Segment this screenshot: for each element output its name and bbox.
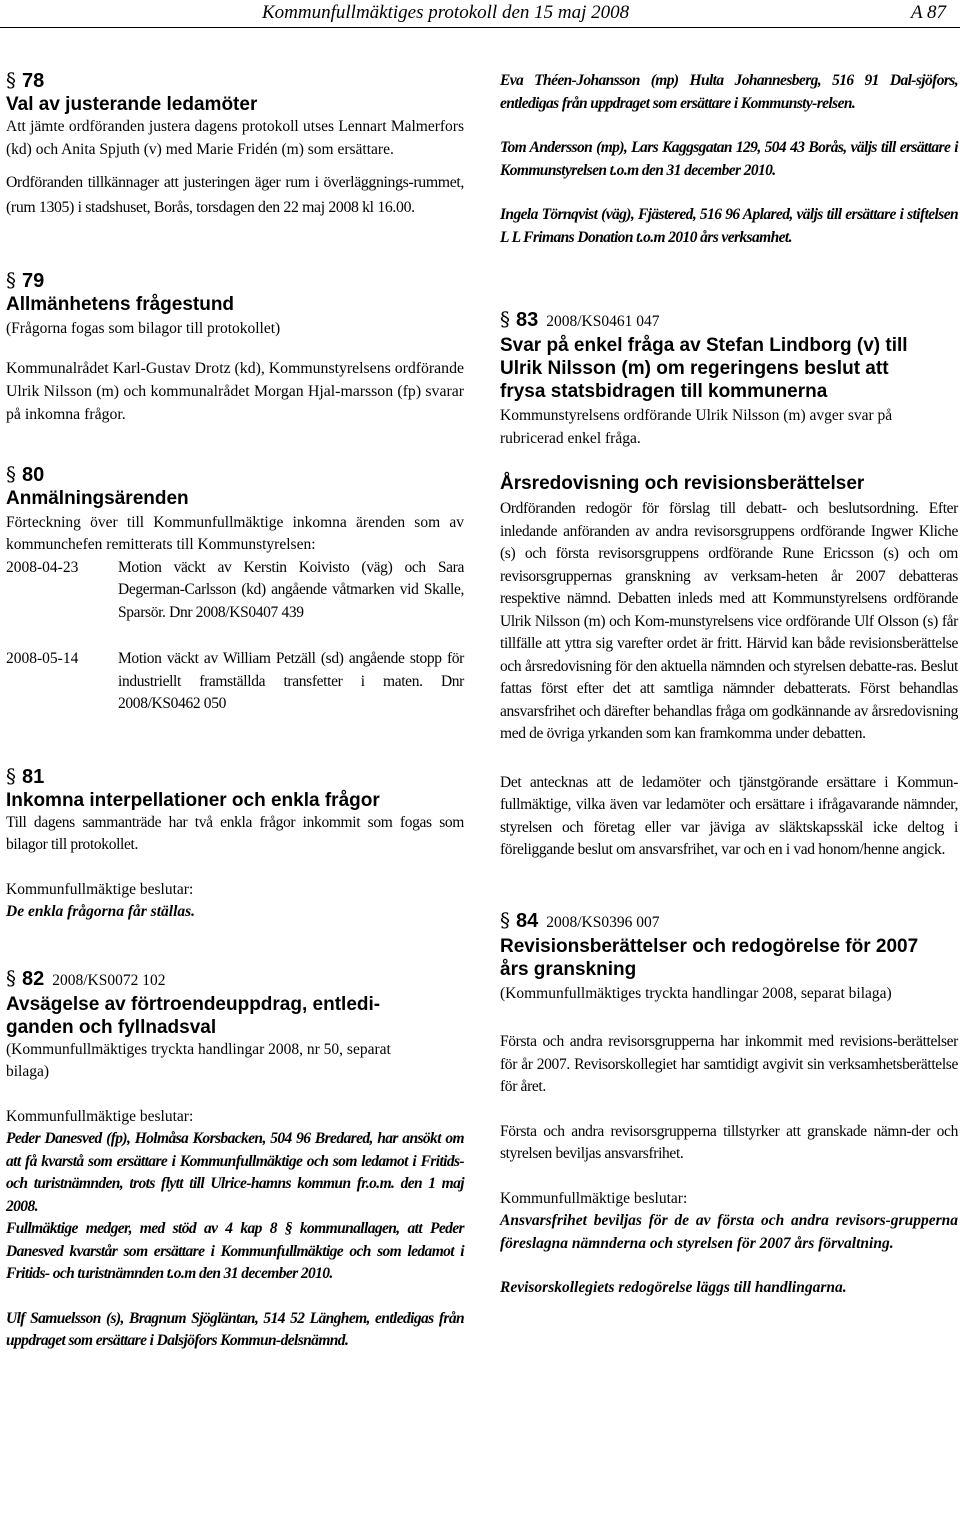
paragraph: Det antecknas att de ledamöter och tjänstgörande ersättare i Kommun-fullmäktige, vilka även var ledamöter och ersättare i ifrågavarande nämnder, styrelsen och företag eller var jäviga av släktskapsskäl icke deltog i föreliggande beslut om ansvarsfrihet, var och en i vad honom/henne angick. xyxy=(500,773,958,858)
paragraph-sign-icon: § xyxy=(6,965,16,990)
section-81 xyxy=(6,764,464,924)
section-title: Val av justerande ledamöter xyxy=(6,94,258,115)
paragraph: Kommunalrådet Karl-Gustav Drotz (kd), Kommunstyrelsens ordförande Ulrik Nilsson (m) och kommunalrådet Morgan Hjal-marsson (fp) svarar på inkomna frågor. xyxy=(6,359,464,423)
decision-text: Ansvarsfrihet beviljas för de av första och andra revisors-grupperna föreslagna nämnderna och styrelsen för 2007 års förvaltning. xyxy=(500,1212,958,1252)
paragraph-sign-icon: § xyxy=(6,763,16,788)
paragraph: Första och andra revisorsgrupperna har inkommit med revisions-berättelser för år 2007. Revisorskollegiet har samtidigt avgivit sin verksamhetsberättelse för året. xyxy=(500,1033,958,1095)
paragraph: Ordföranden tillkännager att justeringen äger rum i överläggnings-rummet, (rum 1305) i stadshuset, Borås, torsdagen den 22 maj 2008 kl 16.00. xyxy=(6,174,464,216)
left-column xyxy=(6,68,464,1353)
paragraph-sign-icon: § xyxy=(6,461,16,486)
decision-text: Ingela Törnqvist (väg), Fjästered, 516 96 Aplared, väljs till ersättare i stiftelsen L L Frimans Donation t.o.m 2010 års verksamhet. xyxy=(500,206,958,246)
entry-text: Motion väckt av William Petzäll (sd) angående stopp för industriellt framställda transfetter i maten. Dnr 2008/KS0462 050 xyxy=(118,650,464,712)
section-83 xyxy=(500,307,958,450)
paragraph-sign-icon: § xyxy=(500,907,510,932)
section-84 xyxy=(500,908,958,1300)
paragraph: Att jämte ordföranden justera dagens protokoll utses Lennart Malmerfors (kd) och Anita Spjuth (v) med Marie Fridén (m) som ersättare. xyxy=(6,118,464,158)
section-78 xyxy=(6,68,464,220)
section-82 xyxy=(6,966,464,1353)
paragraph: Ordföranden redogör för förslag till debatt- och beslutsordning. Efter inledande anföranden av andra revisorsgruppens ordförande Ingwer Kliche (s) och första revisorsgruppens ordförande Rune Ericsson (s) och om revisorsgruppernas granskning av verksam-heten år 2007 debatteras respektive nämnd. Debatten inleds med att Kommunstyrelsens ordförande Ulrik Nilsson (m) och Kom-munstyrelsens vice ordförande Ulf Olsson (s) får tillfälle att yttra sig varefter ordet är fritt. Härvid kan både revisionsberättelse och årsredovisning för den aktuella nämnden och styrelsen debatte-ras. Beslut fattas först efter det att samtliga nämnder debatterats. Först behandlas ansvarsfrihet och därefter behandlas fråga om godkännande av årsredovisning med de övriga yrkanden som kan framkomma under debatten. xyxy=(500,500,958,742)
paragraph-sign-icon: § xyxy=(6,68,16,92)
decision-text: Fullmäktige medger, med stöd av 4 kap 8 § kommunallagen, att Peder Danesved kvarstår som ersättare i Kommunfullmäktige och som ledamot i Fritids- och turistnämnden t.o.m den 31 december 2010. xyxy=(6,1220,464,1282)
section-number: § 80 xyxy=(6,461,45,486)
decision-label: Kommunfullmäktige beslutar: xyxy=(6,880,194,898)
section-title: Svar på enkel fråga av Stefan Lindborg (v) till Ulrik Nilsson (m) om regeringens beslut att frysa statsbidragen till kommunerna xyxy=(500,335,908,402)
section-79 xyxy=(6,268,464,426)
right-column xyxy=(500,70,958,1300)
case-number: 2008/KS0072 102 xyxy=(52,971,166,989)
decision-text: Revisorskollegiets redogörelse läggs till handlingarna. xyxy=(500,1279,847,1296)
paragraph-sign-icon: § xyxy=(6,268,16,292)
header-title: Kommunfullmäktiges protokoll den 15 maj 2008 xyxy=(262,2,630,23)
case-number: 2008/KS0396 007 xyxy=(546,913,660,931)
entry-date: 2008-05-14 xyxy=(6,650,79,667)
entry-text: Motion väckt av Kerstin Koivisto (väg) och Sara Degerman-Carlsson (kd) angående våtmarken vid Skalle, Sparsör. Dnr 2008/KS0407 439 xyxy=(118,558,464,621)
decision-text: Tom Andersson (mp), Lars Kaggsgatan 129, 504 43 Borås, väljs till ersättare i Kommunstyrelsen t.o.m den 31 december 2010. xyxy=(500,139,958,179)
paragraph: (Kommunfullmäktiges tryckta handlingar 2008, separat bilaga) xyxy=(500,984,892,1002)
header-rule xyxy=(0,27,960,28)
section-number: § 82 2008/KS0072 102 xyxy=(6,965,166,990)
list-item xyxy=(6,648,464,716)
section-title: Allmänhetens frågestund xyxy=(6,294,235,315)
section-80 xyxy=(6,462,464,716)
section-title: Revisionsberättelser och redogörelse för 2007 års granskning xyxy=(500,935,919,980)
paragraph: Första och andra revisorsgrupperna tillstyrker att granskade nämn-der och styrelsen beviljas ansvarsfrihet. xyxy=(500,1122,958,1162)
paragraph: Kommunstyrelsens ordförande Ulrik Nilsson (m) avger svar på rubricerad enkel fråga. xyxy=(500,407,893,447)
decision-text: Peder Danesved (fp), Holmåsa Korsbacken, 504 96 Bredared, har ansökt om att få kvarstå som ersättare i Kommunfullmäktige och som ledamot i Fritids- och turistnämnden, trots flytt till Ulrice-hamns kommun fr.o.m. den 1 maj 2008. xyxy=(6,1130,464,1215)
section-title: Anmälningsärenden xyxy=(6,487,189,509)
section-number: § 83 2008/KS0461 047 xyxy=(500,307,660,331)
page-header xyxy=(0,0,960,27)
section-arsredovisning xyxy=(500,472,958,862)
section-number: § 81 xyxy=(6,763,45,788)
decision-label: Kommunfullmäktige beslutar: xyxy=(500,1189,688,1207)
decision-text: Eva Théen-Johansson (mp) Hulta Johannesberg, 516 91 Dal-sjöfors, entledigas från uppdraget som ersättare i Kommunsty-relsen. xyxy=(500,72,958,112)
section-number: § 84 2008/KS0396 007 xyxy=(500,907,660,932)
section-title: Avsägelse av förtroendeuppdrag, entledi-ganden och fyllnadsval xyxy=(6,993,381,1038)
section-number: § 78 xyxy=(6,68,45,92)
decision-text: De enkla frågorna får ställas. xyxy=(6,903,196,920)
paragraph: Till dagens sammanträde har två enkla frågor inkommit som fogas som bilagor till protokollet. xyxy=(6,813,464,853)
paragraph-sign-icon: § xyxy=(500,307,510,331)
paragraph: (Frågorna fogas som bilagor till protokollet) xyxy=(6,320,281,337)
decision-label: Kommunfullmäktige beslutar: xyxy=(6,1107,194,1125)
decision-text: Ulf Samuelsson (s), Bragnum Sjögläntan, 514 52 Länghem, entledigas från uppdraget som ersättare i Dalsjöfors Kommun-delsnämnd. xyxy=(6,1309,464,1349)
page-number: A 87 xyxy=(910,2,946,23)
subsection-title: Årsredovisning och revisionsberättelser xyxy=(500,473,865,494)
paragraph: (Kommunfullmäktiges tryckta handlingar 2008, nr 50, separat bilaga) xyxy=(6,1040,391,1080)
section-number: § 79 xyxy=(6,268,45,292)
section-82-continued xyxy=(500,70,958,249)
list-item xyxy=(6,557,464,625)
entry-date: 2008-04-23 xyxy=(6,558,79,576)
case-number: 2008/KS0461 047 xyxy=(546,313,660,330)
section-title: Inkomna interpellationer och enkla frågor xyxy=(6,789,380,811)
paragraph: Förteckning över till Kommunfullmäktige inkomna ärenden som av kommunchefen remitterats till Kommunstyrelsen: xyxy=(6,513,464,553)
